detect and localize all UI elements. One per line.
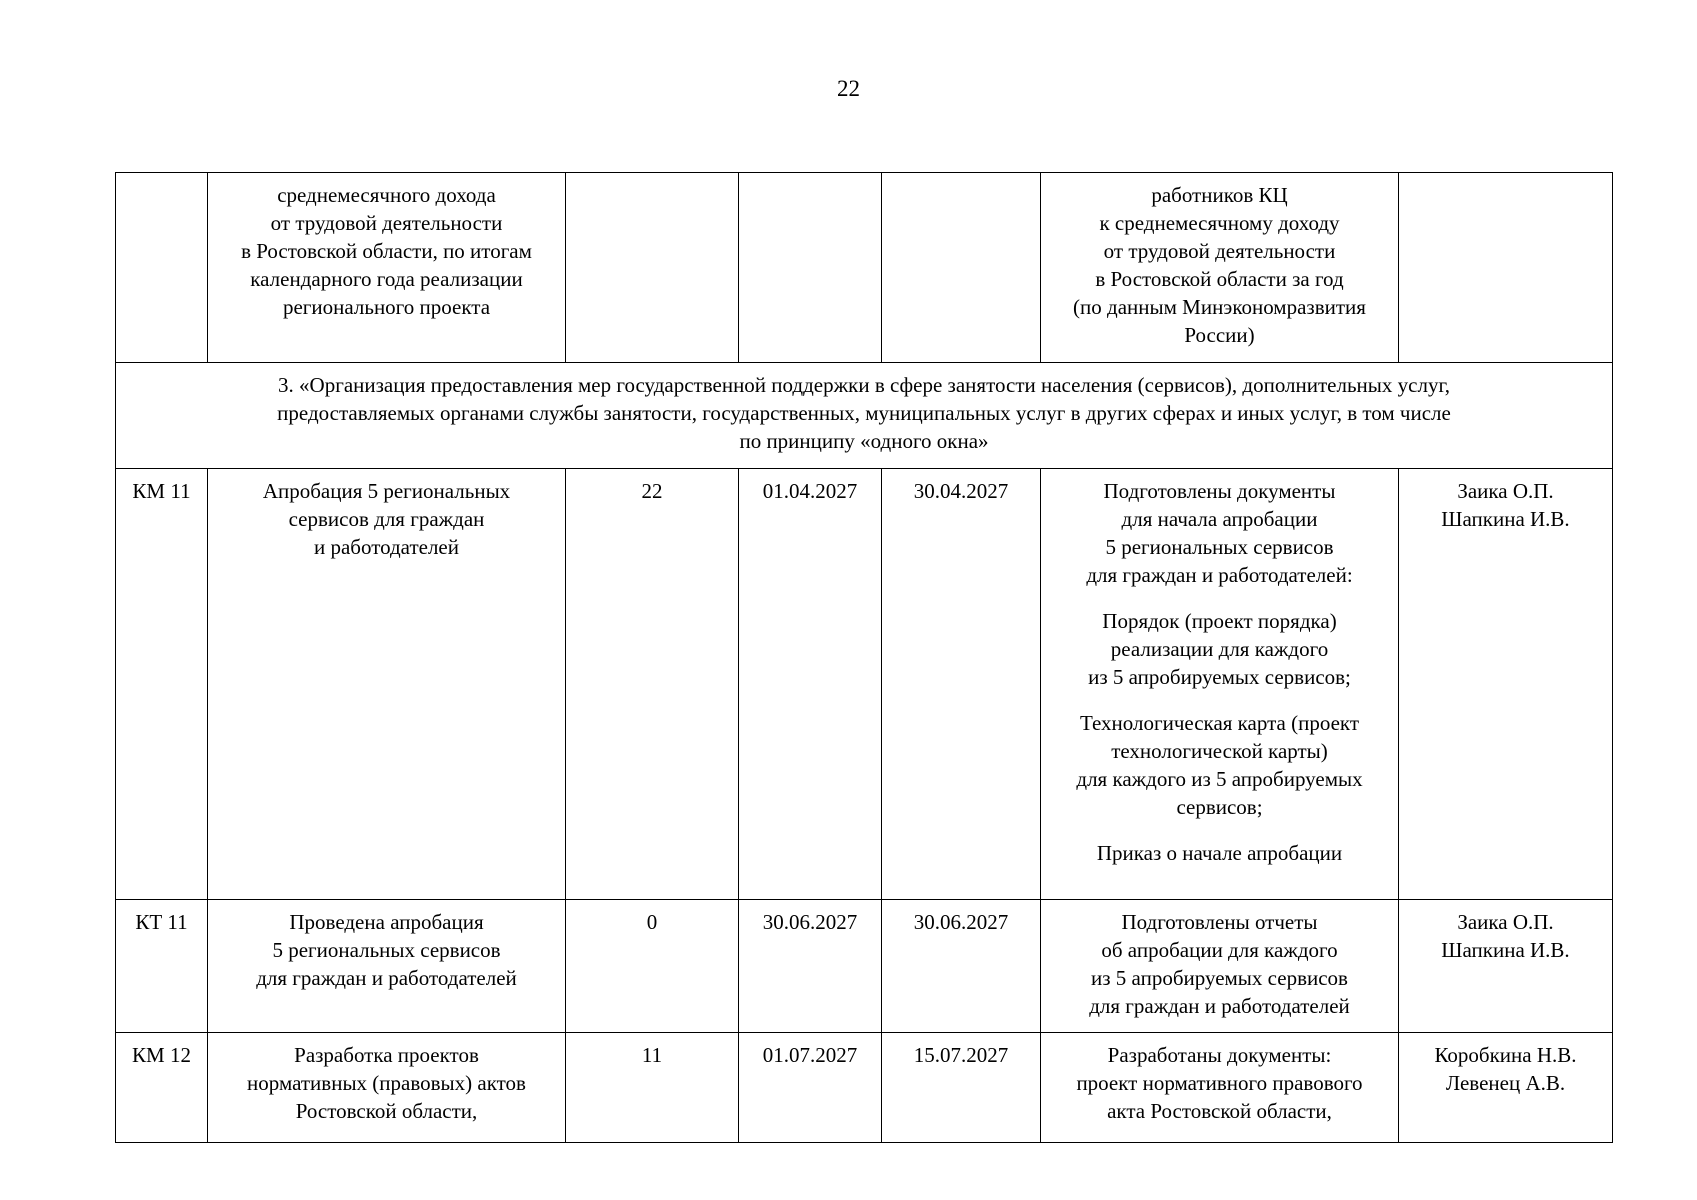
result-paragraph [1049,607,1390,691]
text-line: к среднемесячному доходу [1099,211,1340,235]
end-date-cell [882,1033,1041,1143]
text-line: по принципу «одного окна» [739,429,989,453]
text-line: Подготовлены отчеты [1121,910,1318,934]
text-line: (по данным Минэкономразвития [1073,295,1366,319]
page-number: 22 [837,76,860,101]
start-date-cell [739,173,882,363]
date-text: 30.06.2027 [913,910,1009,934]
date-text: 01.07.2027 [762,1043,858,1067]
date-text: 01.04.2027 [762,479,858,503]
start-date-cell [739,1033,882,1143]
text-line: среднемесячного дохода [277,183,496,207]
text-line: России) [1184,323,1255,347]
result-cell [1041,900,1399,1033]
number-cell [566,1033,739,1143]
code-cell [116,173,208,363]
text-line: нормативных (правовых) актов [247,1071,526,1095]
text-line: Левенец А.В. [1445,1071,1566,1095]
number-cell [566,469,739,900]
end-date-cell [882,900,1041,1033]
text-line: в Ростовской области, по итогам [241,239,532,263]
text-line: для начала апробации [1121,507,1318,531]
plan-table [115,172,1613,1143]
code-cell [116,469,208,900]
number-cell [566,900,739,1033]
text-line: Заика О.П. [1457,479,1554,503]
code-text: КТ 11 [135,910,188,934]
table-row [116,900,1613,1033]
text-line: Коробкина Н.В. [1434,1043,1577,1067]
start-date-cell [739,469,882,900]
text-line: для граждан и работодателей: [1086,563,1353,587]
name-cell [208,469,566,900]
text-line: Технологическая карта (проект [1079,711,1360,735]
date-text: 15.07.2027 [913,1043,1009,1067]
text-line: реализации для каждого [1110,637,1329,661]
text-line: Разработаны документы: [1107,1043,1332,1067]
result-cell [1041,469,1399,900]
text-line: Проведена апробация [289,910,484,934]
result-cell [1041,173,1399,363]
text-line: работников КЦ [1151,183,1288,207]
name-cell [208,173,566,363]
text-line: технологической карты) [1111,739,1328,763]
responsible-cell [1399,469,1613,900]
text-line: Разработка проектов [294,1043,479,1067]
number-cell [566,173,739,363]
text-line: из 5 апробируемых сервисов [1091,966,1348,990]
table-row [116,469,1613,900]
section-heading-row [116,363,1613,469]
responsible-cell [1399,900,1613,1033]
text-line: в Ростовской области за год [1095,267,1344,291]
code-cell [116,900,208,1033]
start-date-cell [739,900,882,1033]
text-line: сервисов для граждан [288,507,485,531]
text-line: из 5 апробируемых сервисов; [1088,665,1351,689]
text-line: календарного года реализации [250,267,523,291]
text-line: Шапкина И.В. [1441,507,1570,531]
text-line: и работодателей [313,535,459,559]
date-text: 30.04.2027 [913,479,1009,503]
table-row-continuation [116,173,1613,363]
text-line: Подготовлены документы [1103,479,1336,503]
text-line: регионального проекта [282,295,491,319]
result-paragraph [1049,709,1390,821]
text-line: Апробация 5 региональных [262,479,511,503]
text-line: 5 региональных сервисов [1105,535,1334,559]
text-line: для граждан и работодателей [256,966,517,990]
text-line: 3. «Организация предоставления мер государственной поддержки в сфере занятости населения (сервисов), дополнительных услуг, [278,373,1450,397]
code-text: КМ 11 [132,479,191,503]
text-line: предоставляемых органами службы занятости, государственных, муниципальных услуг в других сферах и иных услуг, в том числе [277,401,1451,425]
result-cell [1041,1033,1399,1143]
section-heading [116,363,1613,469]
text-line: Приказ о начале апробации [1096,841,1343,865]
result-paragraph [1049,908,1390,1020]
text-line: для каждого из 5 апробируемых [1076,767,1363,791]
result-paragraph [1049,477,1390,589]
text-line: Порядок (проект порядка) [1102,609,1337,633]
text-line: сервисов; [1176,795,1263,819]
text-line: 5 региональных сервисов [272,938,501,962]
end-date-cell [882,173,1041,363]
text-line: Заика О.П. [1457,910,1554,934]
text-line: для граждан и работодателей [1089,994,1350,1018]
responsible-cell [1399,1033,1613,1143]
table-row [116,1033,1613,1143]
end-date-cell [882,469,1041,900]
text-line: проект нормативного правового [1076,1071,1363,1095]
result-paragraph [1049,1041,1390,1125]
responsible-cell [1399,173,1613,363]
text-line: акта Ростовской области, [1107,1099,1332,1123]
text-line: от трудовой деятельности [270,211,503,235]
result-paragraph [1049,839,1390,867]
name-cell [208,1033,566,1143]
text-line: Ростовской области, [295,1099,478,1123]
text-line: Шапкина И.В. [1441,938,1570,962]
code-cell [116,1033,208,1143]
name-cell [208,900,566,1033]
code-text: КМ 12 [132,1043,191,1067]
number-text: 0 [646,910,658,934]
text-line: об апробации для каждого [1101,938,1338,962]
text-line: от трудовой деятельности [1103,239,1336,263]
number-text: 22 [641,479,663,503]
number-text: 11 [641,1043,663,1067]
date-text: 30.06.2027 [762,910,858,934]
